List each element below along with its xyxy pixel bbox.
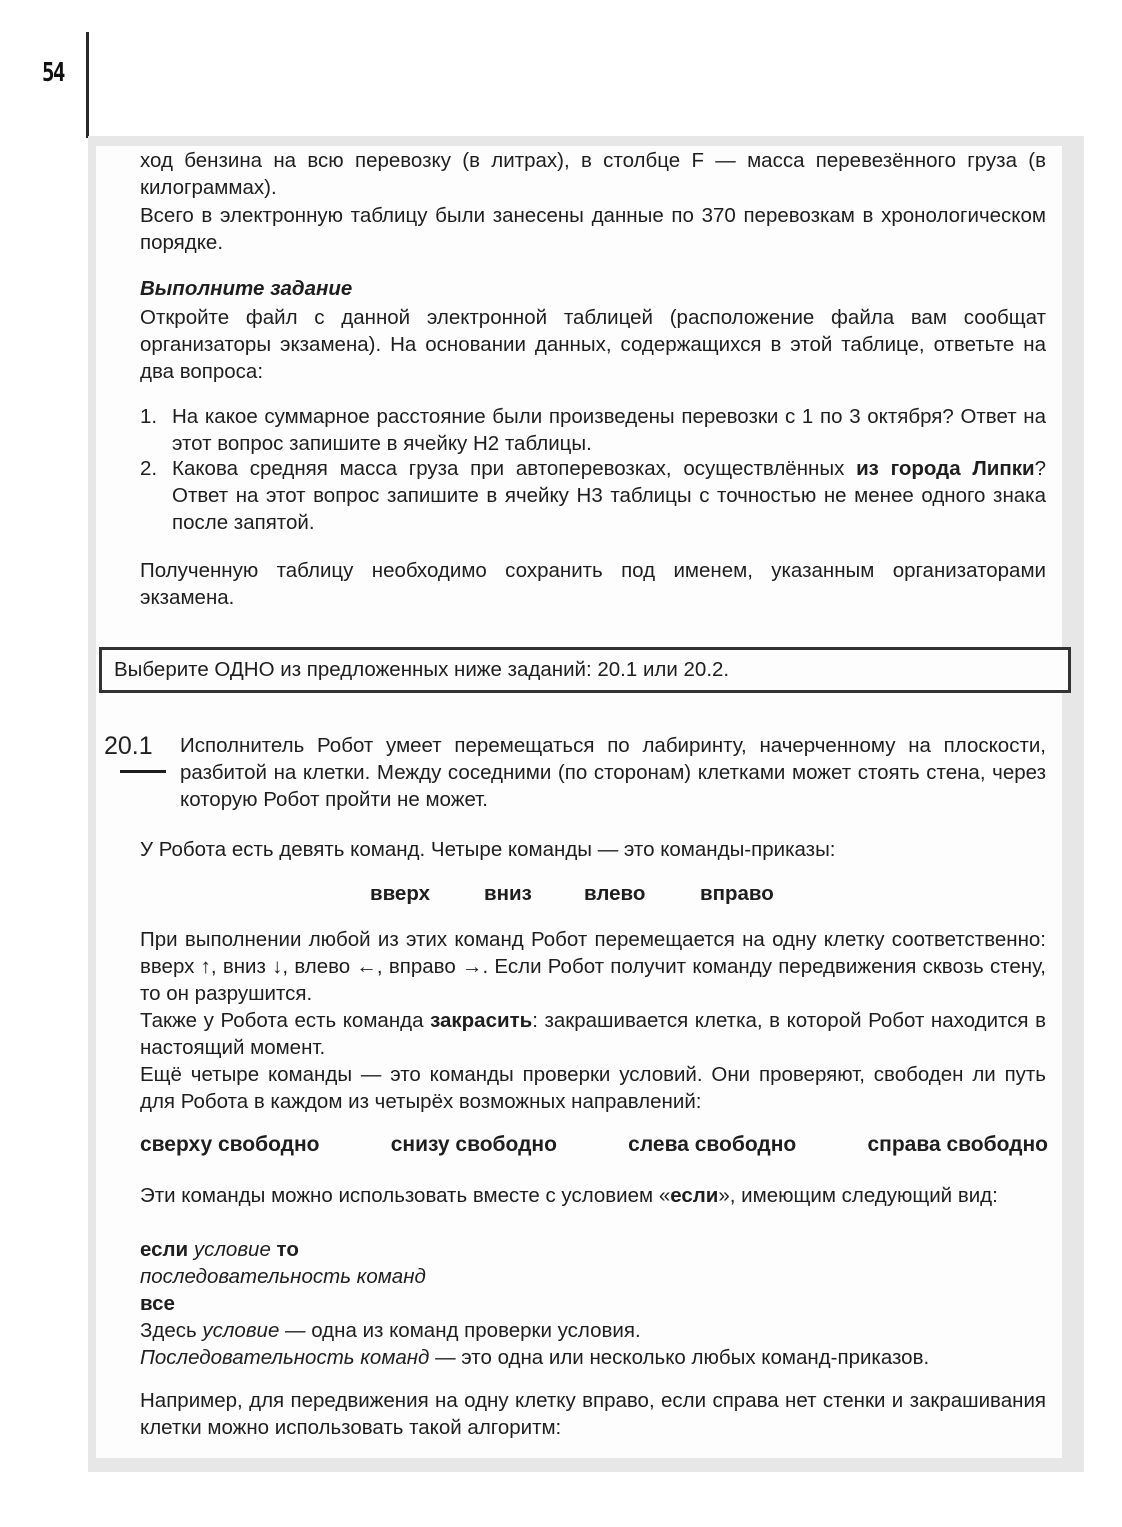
task-heading: Выполните задание xyxy=(140,277,353,300)
save-note: Полученную таблицу необходимо сохранить под именем, указанным организаторами экзамена. xyxy=(140,559,1046,609)
explanation-start: Здесь xyxy=(140,1319,203,1342)
paint-command: закрасить xyxy=(430,1009,533,1032)
question-number: 2. xyxy=(140,457,158,480)
syntax-then-keyword: то xyxy=(276,1238,299,1261)
explanation-term: Последовательность команд xyxy=(140,1346,430,1369)
if-text-start: Эти команды можно использовать вместе с условием « xyxy=(140,1184,671,1207)
question-text-start: Какова средняя масса груза при автоперевозках, осуществлённых xyxy=(172,457,857,480)
if-paragraph xyxy=(140,1182,1046,1209)
question-number: 1. xyxy=(140,405,158,428)
margin-rule xyxy=(86,32,89,138)
conditions-intro: Ещё четыре команды — это команды проверки условий. Они проверяют, свободен ли путь для Робота в каждом из четырёх возможных направлений: xyxy=(140,1063,1046,1113)
task-description: Откройте файл с данной электронной таблицей (расположение файла вам сообщат организаторы экзамена). На основании данных, содержащихся в этой таблице, ответьте на два вопроса: xyxy=(140,306,1046,383)
choose-task-text: Выберите ОДНО из предложенных ниже заданий: 20.1 или 20.2. xyxy=(114,658,730,681)
command-down: вниз xyxy=(484,882,532,905)
syntax-if-keyword: если xyxy=(140,1238,189,1261)
robot-intro: Исполнитель Робот умеет перемещаться по лабиринту, начерченному на плоскости, разбитой на клетки. Между соседними (по сторонам) клетками может стоять стена, через которую Робот пройти не может. xyxy=(180,734,1046,811)
question-text-bold: из города Липки xyxy=(856,457,1035,480)
command-list xyxy=(370,880,774,907)
task-number: 20.1 xyxy=(104,732,153,760)
syntax-line-2 xyxy=(140,1263,1046,1290)
question-text: На какое суммарное расстояние были произведены перевозки с 1 по 3 октября? Ответ на этот вопрос запишите в ячейку H2 таблицы. xyxy=(172,405,1046,455)
command-right: вправо xyxy=(700,882,774,905)
question-item-1 xyxy=(140,403,1046,457)
explanation-condition xyxy=(140,1317,1046,1344)
condition-right: справа свободно xyxy=(867,1133,1048,1156)
question-text xyxy=(172,455,1046,536)
explanation-end: — одна из команд проверки условия. xyxy=(279,1319,641,1342)
syntax-line-1 xyxy=(140,1236,1046,1263)
syntax-end-keyword: все xyxy=(140,1292,175,1315)
explanation-term: условие xyxy=(202,1319,280,1342)
command-up: вверх xyxy=(370,882,430,905)
movement-paragraph: При выполнении любой из этих команд Робот перемещается на одну клетку соответственно: вверх ↑, вниз ↓, влево ←, вправо →. Если Робот получит команду передвижения сквозь стену, то он разрушится. xyxy=(140,928,1046,1005)
condition-down: снизу свободно xyxy=(390,1133,557,1156)
intro-paragraph-1: ход бензина на всю перевозку (в литрах), в столбце F — масса перевезённого груза (в килограммах). xyxy=(140,149,1046,199)
condition-list xyxy=(140,1131,1048,1158)
paint-text-end: : закрашивается клетка, в которой Робот находится в настоящий момент. xyxy=(140,1009,1046,1059)
choose-task-box xyxy=(99,647,1071,693)
condition-up: сверху свободно xyxy=(140,1133,320,1156)
intro-paragraph-2: Всего в электронную таблицу были занесены данные по 370 перевозкам в хронологическом порядке. xyxy=(140,204,1046,254)
paint-paragraph xyxy=(140,1007,1046,1061)
explanation-sequence xyxy=(140,1344,1046,1371)
commands-intro: У Робота есть девять команд. Четыре команды — это команды-приказы: xyxy=(140,838,836,861)
condition-left: слева свободно xyxy=(628,1133,797,1156)
page-number: 54 xyxy=(42,58,64,88)
question-text-end: ? Ответ на этот вопрос запишите в ячейку H3 таблицы с точностью не менее одного знака после запятой. xyxy=(172,457,1046,534)
question-item-2 xyxy=(140,455,1046,536)
explanation-end: — это одна или несколько любых команд-приказов. xyxy=(429,1346,930,1369)
task-number-underline xyxy=(120,770,166,773)
if-text-end: », имеющим следующий вид: xyxy=(718,1184,998,1207)
syntax-condition: условие xyxy=(193,1238,271,1261)
syntax-line-3 xyxy=(140,1290,1046,1317)
if-keyword: если xyxy=(670,1184,719,1207)
syntax-sequence: последовательность команд xyxy=(140,1265,426,1288)
command-left: влево xyxy=(584,882,646,905)
paint-text-start: Также у Робота есть команда xyxy=(140,1009,431,1032)
example-paragraph: Например, для передвижения на одну клетку вправо, если справа нет стенки и закрашивания клетки можно использовать такой алгоритм: xyxy=(140,1389,1046,1439)
